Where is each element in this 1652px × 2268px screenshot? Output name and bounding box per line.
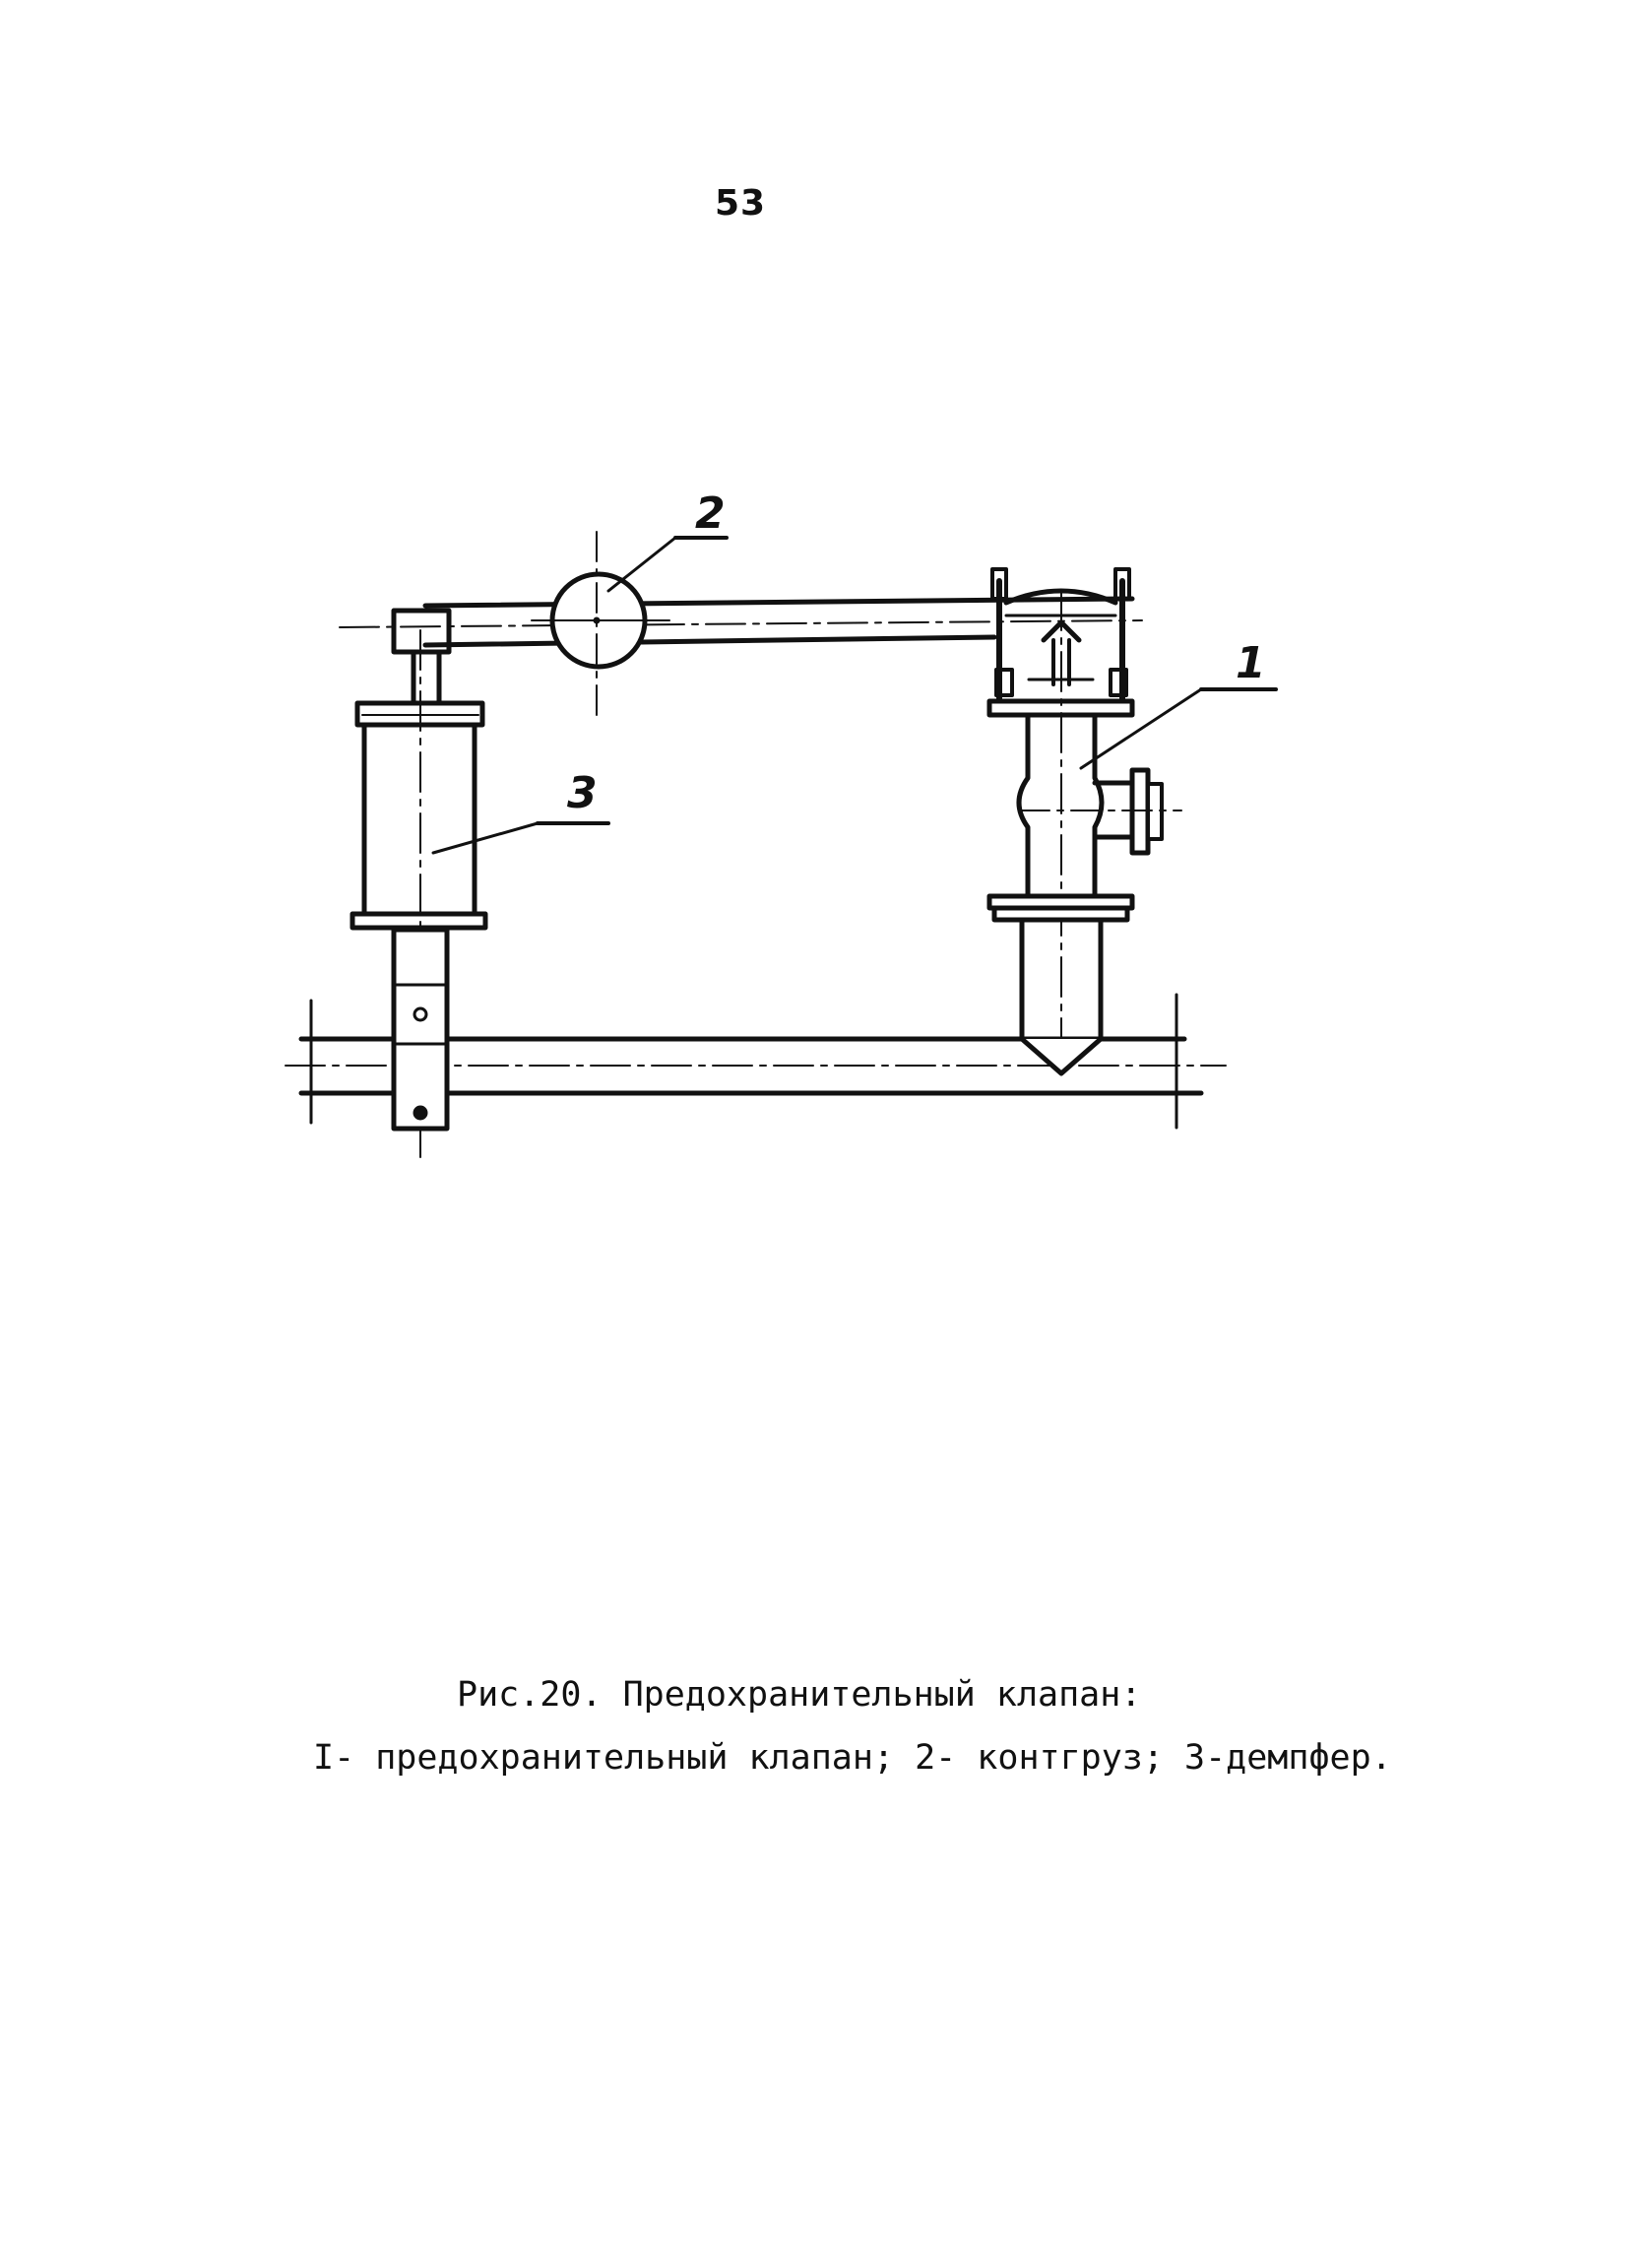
callout-label-2: 2 (695, 488, 726, 539)
callout-label-1: 1 (1236, 638, 1266, 688)
figure-caption-title: Рис.20. Предохранительный клапан: (457, 1675, 1142, 1715)
page-number: 53 (715, 183, 767, 224)
counterweight (532, 532, 727, 719)
valve-body (989, 569, 1276, 1073)
callout-label-3: 3 (567, 768, 598, 818)
figure-caption-legend: I- предохранительный клапан; 2- контгруз; 3-демпфер. (313, 1738, 1392, 1778)
damper (352, 630, 608, 1157)
